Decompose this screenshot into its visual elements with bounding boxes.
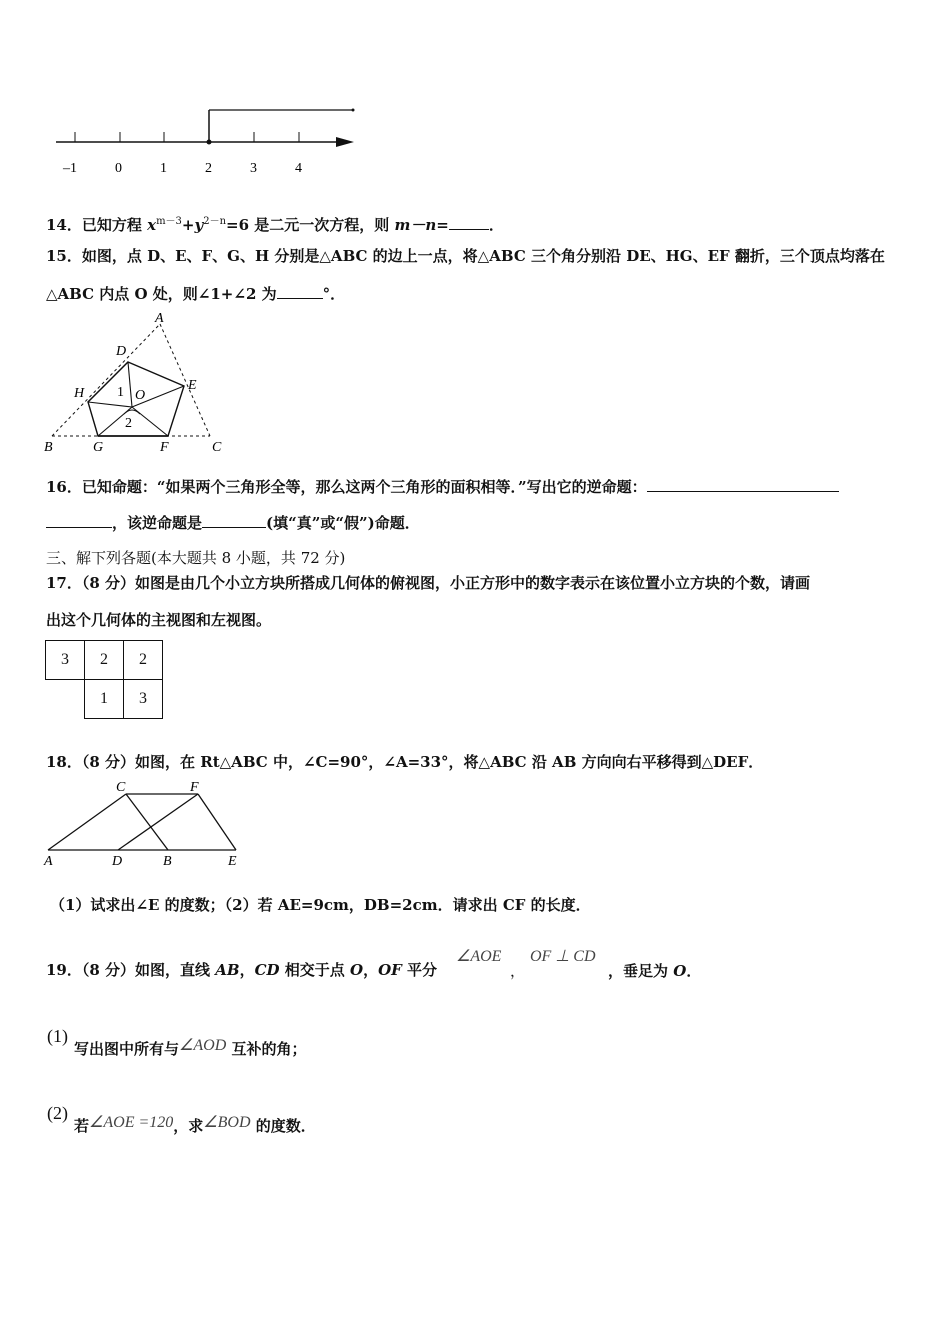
- label-1: 1: [117, 385, 124, 400]
- label-g: G: [93, 440, 104, 455]
- label-o: O: [135, 388, 146, 403]
- segment-cb: [126, 794, 168, 850]
- angle-2-arc: [124, 410, 140, 414]
- tick-label: 4: [295, 161, 302, 176]
- number-line-arrow: [336, 137, 354, 147]
- label-f: F: [190, 780, 199, 795]
- question-15-line1: 15．如图，点 D、E、F、G、H 分别是△ABC 的边上一点，将△ABC 三个角分别沿 DE、HG、EF 翻折，三个顶点均落在: [46, 247, 885, 265]
- segment-ac: [48, 794, 126, 850]
- answer-blank[interactable]: [277, 284, 323, 299]
- question-17-line2: 出这个几何体的主视图和左视图。: [46, 611, 272, 629]
- m-minus-n: m－n: [394, 216, 437, 234]
- label-2: 2: [125, 416, 132, 431]
- tick-label: –1: [63, 161, 77, 176]
- part-2: 若∠AOE =120，求∠BOD 的度数．: [74, 1114, 316, 1135]
- translation-triangle-figure: [40, 776, 250, 870]
- grid-cell: 2: [124, 641, 163, 680]
- angle-aoe-120: ∠AOE =120: [89, 1114, 174, 1131]
- question-18-line1: 18．（8 分）如图，在 Rt△ABC 中，∠C=90°，∠A=33°，将△ABC 沿 AB 方向向右平移得到△DEF．: [46, 753, 764, 771]
- grid-empty-cell: [46, 680, 85, 719]
- question-16-line2: ，该逆命题是 (填“真”或“假”)命题．: [46, 513, 420, 533]
- number-line-ticks: [75, 132, 299, 142]
- question-19-foot: ，垂足为 O．: [608, 962, 702, 980]
- part-1: 写出图中所有与∠AOD 互补的角；: [74, 1037, 307, 1058]
- angle-aod: ∠AOD: [179, 1037, 227, 1054]
- label-b: B: [163, 854, 172, 869]
- tick-label: 0: [115, 161, 122, 176]
- answer-blank[interactable]: [202, 513, 266, 528]
- fold-triangle-figure: [40, 310, 240, 458]
- question-16-line1: 16．已知命题：“如果两个三角形全等，那么这两个三角形的面积相等．”写出它的逆命题：: [46, 477, 839, 497]
- label-a: A: [155, 311, 164, 326]
- question-18-line2: （1）试求出∠E 的度数；（2）若 AE=9cm，DB=2cm．请求出 CF 的长度．: [50, 896, 591, 914]
- section-3-heading: 三、解下列各题(本大题共 8 小题，共 72 分): [46, 549, 346, 567]
- angle-aoe: ∠AOE: [456, 948, 502, 965]
- question-19-stem: 19．（8 分）如图，直线 AB，CD 相交于点 O，OF 平分: [46, 961, 438, 979]
- angle-bod: ∠BOD: [203, 1114, 251, 1131]
- label-a: A: [44, 854, 53, 869]
- label-c: C: [116, 780, 126, 795]
- exponent: 2－n: [203, 216, 227, 227]
- solution-ray-end: [352, 109, 355, 112]
- answer-blank[interactable]: [449, 215, 489, 230]
- label-d: D: [112, 854, 123, 869]
- question-14: 14．已知方程 $x^{m-3}+y^{2-n}=6$ 是二元一次方程，则 m－n= ．: [46, 216, 504, 234]
- grid-cell: 2: [85, 641, 124, 680]
- segment-df: [118, 794, 198, 850]
- label-f: F: [160, 440, 169, 455]
- separator: ，: [510, 962, 526, 980]
- tick-label: 3: [250, 161, 257, 176]
- part-1-number: (1): [47, 1026, 68, 1046]
- question-17-line1: 17．（8 分）如图是由几个小立方块所搭成几何体的俯视图，小正方形中的数字表示在该位置小立方块的个数，请画: [46, 574, 811, 592]
- side-ac-dashed: [160, 324, 210, 436]
- exponent: m－3: [156, 216, 182, 227]
- label-e: E: [188, 378, 197, 393]
- part-2-number: (2): [47, 1103, 68, 1123]
- label-b: B: [44, 440, 53, 455]
- answer-blank[interactable]: [46, 513, 112, 528]
- grid-cell: 1: [85, 680, 124, 719]
- of-perp-cd: OF ⊥ CD: [530, 948, 596, 965]
- side-ab-dashed: [52, 324, 160, 436]
- answer-blank[interactable]: [647, 477, 839, 492]
- segment-fe: [198, 794, 236, 850]
- var-y: y: [194, 216, 204, 234]
- grid-cell: 3: [46, 641, 85, 680]
- label-d: D: [116, 344, 127, 359]
- number-line-figure: [50, 100, 370, 180]
- label-c: C: [212, 440, 222, 455]
- label-h: H: [74, 386, 85, 401]
- tick-label: 2: [205, 161, 212, 176]
- question-15-line2: △ABC 内点 O 处，则∠1+∠2 为 °．: [46, 285, 346, 303]
- label-e: E: [228, 854, 237, 869]
- tick-label: 1: [160, 161, 167, 176]
- var-x: x: [147, 216, 157, 234]
- grid-cell: 3: [124, 680, 163, 719]
- top-view-grid: [45, 640, 163, 719]
